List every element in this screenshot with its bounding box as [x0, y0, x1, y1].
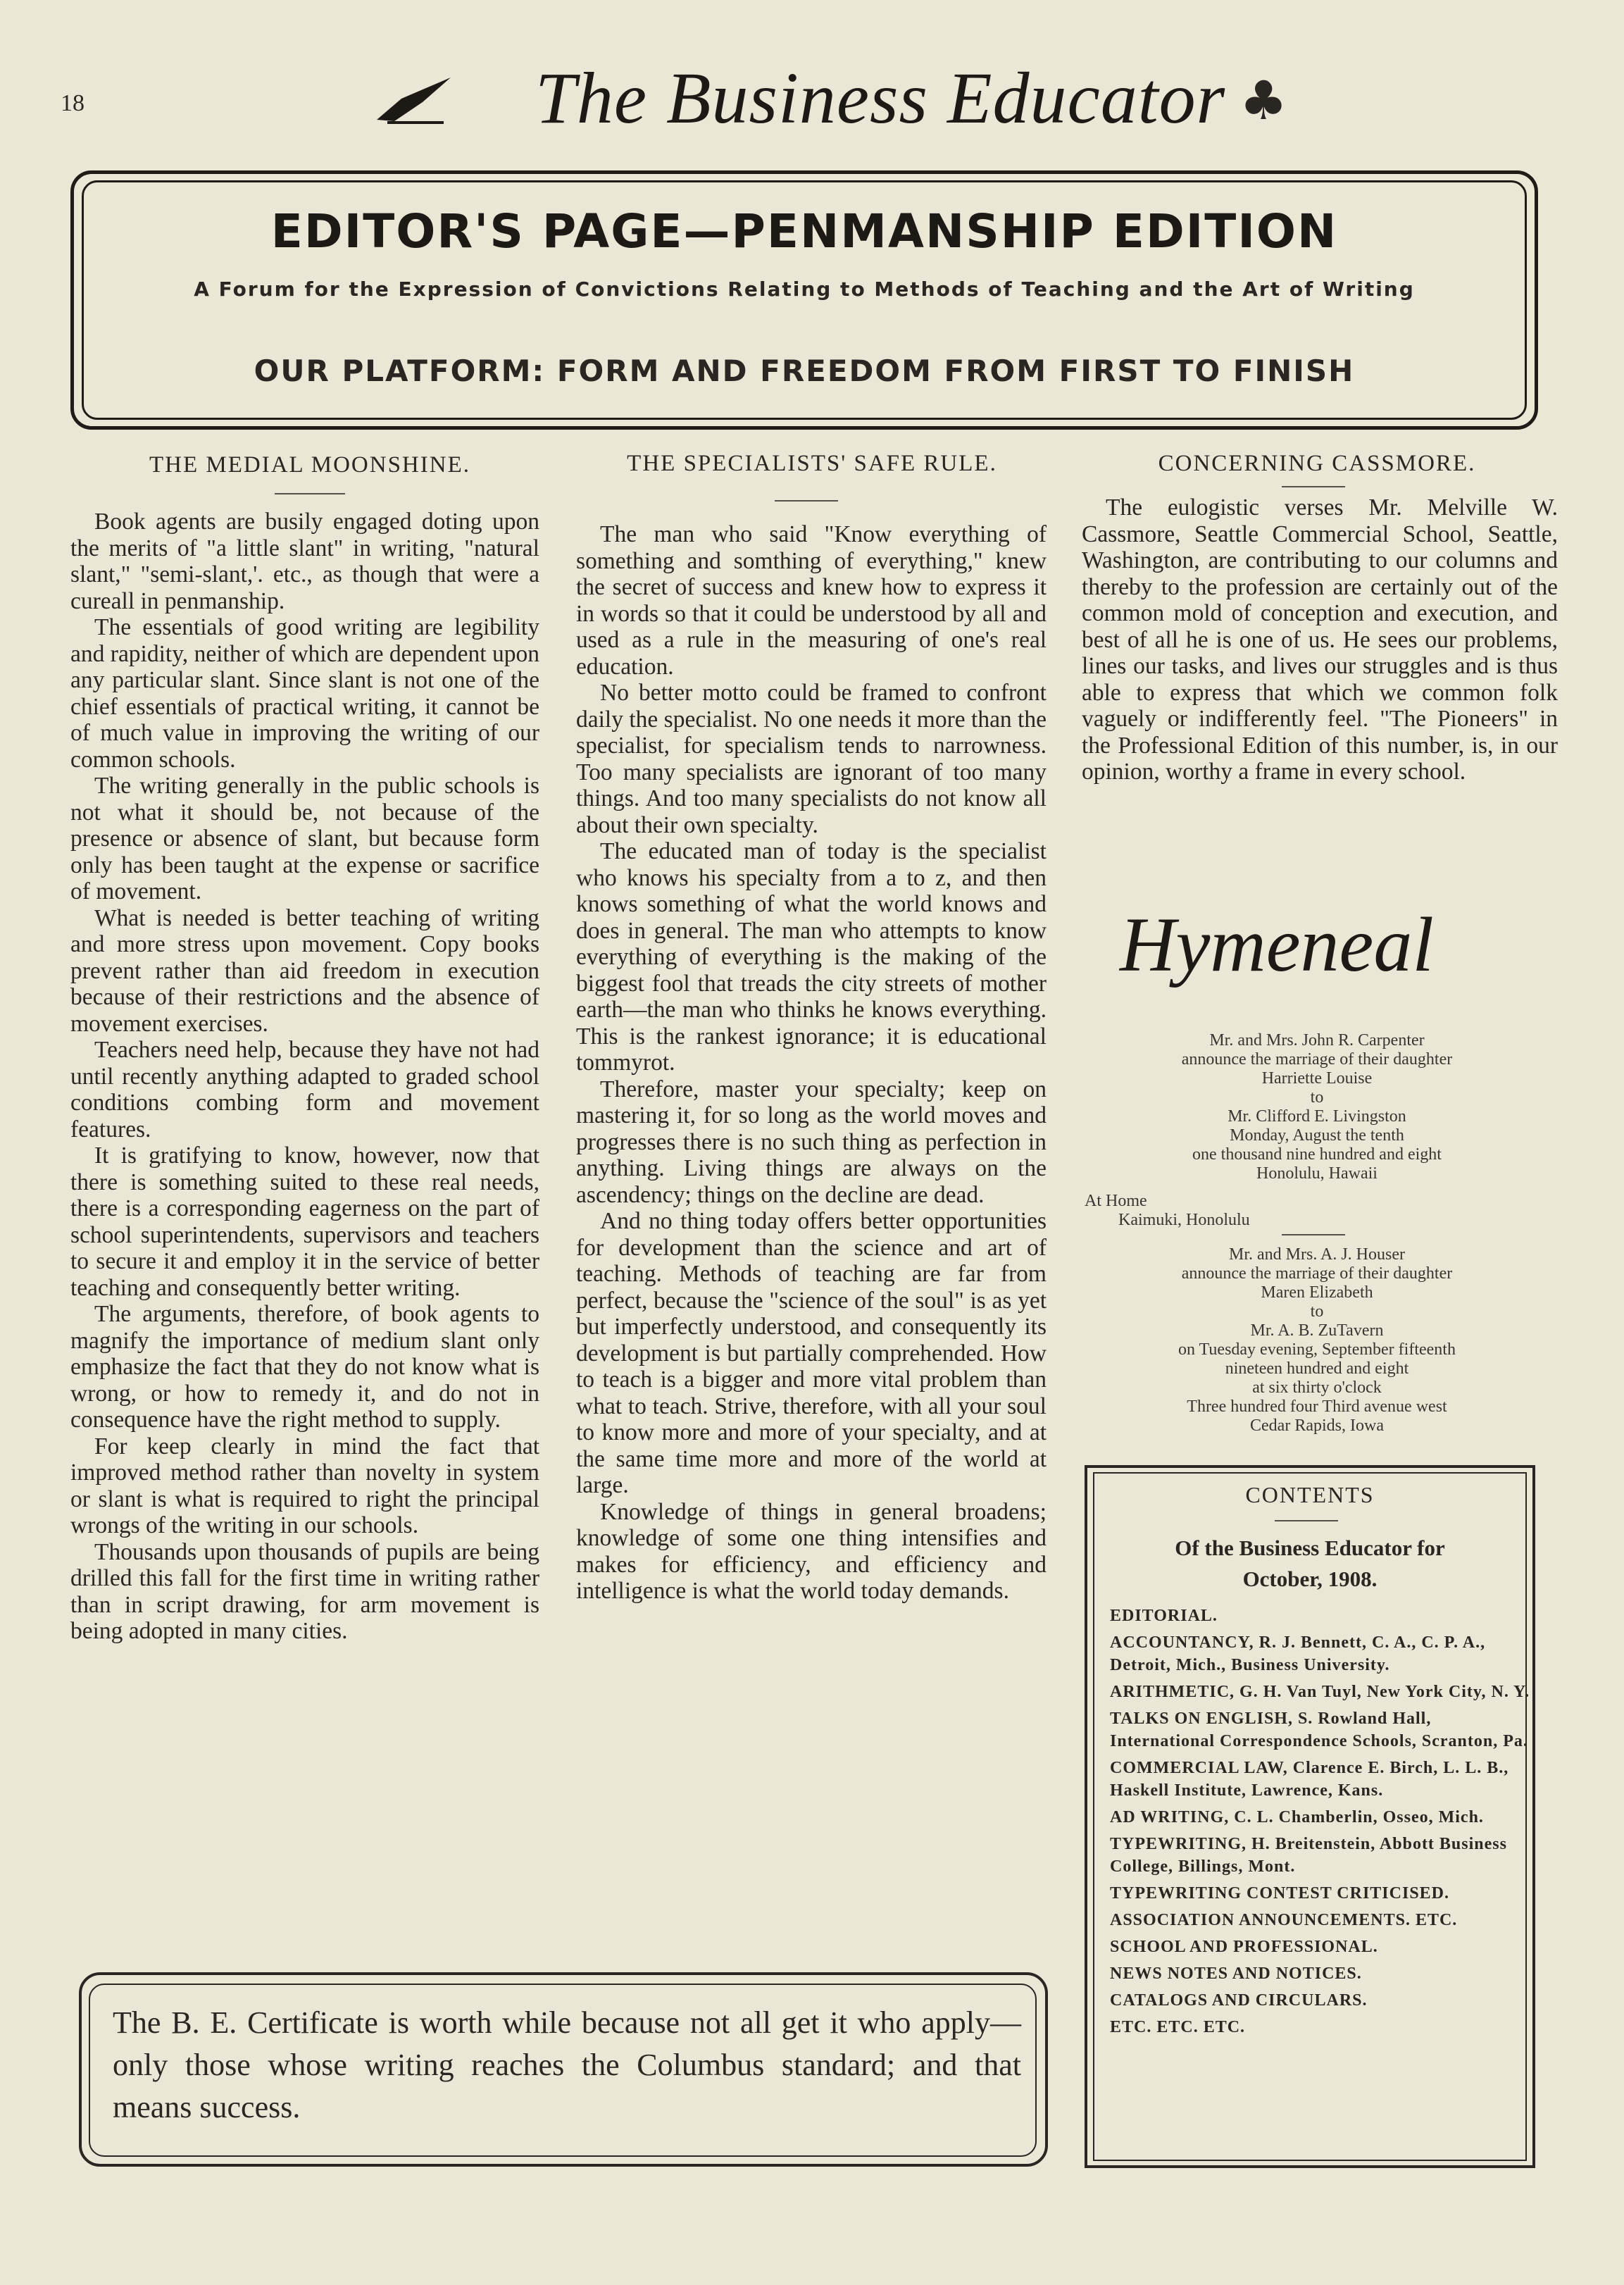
paragraph: And no thing today offers better opportunities for development than the science and art of teaching. Methods of teaching are far from perfect, because the "science of the soul" is as yet but imperfectly understood, and consequently its development is but partially comprehended. How to teach is a bigger and more vital problem than what to teach. Strive, therefore, with all your soul to know more and more of your specialty, and at the same time more and more of the world at large.	[576, 1208, 1047, 1498]
paragraph: It is gratifying to know, however, now that there is something suited to these real needs, there is a corresponding eagerness on the part of school superintendents, supervisors and teachers to secure it and employ it in the service of better teaching and consequently better writing.	[70, 1142, 539, 1301]
paragraph: Thousands upon thousands of pupils are being drilled this fall for the first time in writing rather than in script drawing, for arm movement is being adopted in many cities.	[70, 1538, 539, 1644]
contents-item: CATALOGS AND CIRCULARS.	[1110, 1991, 1368, 2010]
notice-line: Cedar Rapids, Iowa	[1250, 1417, 1384, 1435]
contents-item: TYPEWRITING CONTEST CRITICISED.	[1110, 1884, 1450, 1903]
column3-rule	[1282, 486, 1345, 487]
masthead: The Business Educator	[535, 58, 1226, 139]
notice-line: Mr. and Mrs. John R. Carpenter	[1209, 1031, 1425, 1050]
contents-list	[1110, 1605, 1531, 2043]
paragraph: The arguments, therefore, of book agents to magnify the importance of medium slant only emphasize the fact that they do not know what is wrong, or how to remedy it, and do not in consequence have the right method to supply.	[70, 1301, 539, 1433]
wedding-notice-carpenter	[1085, 1031, 1549, 1183]
column3-heading: CONCERNING CASSMORE.	[1158, 451, 1476, 476]
notice-line: Kaimuki, Honolulu	[1118, 1211, 1250, 1229]
contents-item: SCHOOL AND PROFESSIONAL.	[1110, 1938, 1378, 1956]
at-home-notice	[1085, 1192, 1296, 1230]
paragraph: Knowledge of things in general broadens; knowledge of some one thing intensifies and makes for efficiency, and efficiency and intelligence is what the world today demands.	[576, 1498, 1047, 1604]
paragraph: The educated man of today is the specialist who knows his specialty from a to z, and then knows something of what the world knows and does in general. The man who attempts to know everything of everything is the making of the biggest fool that treads the city streets of mother earth—the man who thinks he knows everything. This is the rankest ignorance; it is educational tommyrot.	[576, 838, 1047, 1076]
column1-body	[70, 509, 539, 1645]
contents-item: ACCOUNTANCY, R. J. Bennett, C. A., C. P. A., Detroit, Mich., Business University.	[1110, 1633, 1486, 1674]
contents-subtitle	[1099, 1533, 1521, 1595]
contents-item: AD WRITING, C. L. Chamberlin, Osseo, Mich.	[1110, 1808, 1484, 1826]
platform-line: OUR PLATFORM: FORM AND FREEDOM FROM FIRST TO FINISH	[254, 354, 1355, 388]
notice-line: Harriette Louise	[1261, 1069, 1373, 1088]
contents-item: ASSOCIATION ANNOUNCEMENTS. ETC.	[1110, 1911, 1458, 1929]
contents-item: ETC. ETC. ETC.	[1110, 2018, 1246, 2036]
column2-body	[576, 521, 1047, 1605]
notice-line: at six thirty o'clock	[1252, 1378, 1382, 1397]
notice-line: announce the marriage of their daughter	[1181, 1050, 1453, 1069]
page-number: 18	[61, 90, 85, 116]
notice-line: Maren Elizabeth	[1261, 1283, 1373, 1302]
notice-line: one thousand nine hundred and eight	[1192, 1145, 1442, 1164]
contents-item: COMMERCIAL LAW, Clarence E. Birch, L. L. B., Haskell Institute, Lawrence, Kans.	[1110, 1759, 1509, 1800]
notice-line: Mr. and Mrs. A. J. Houser	[1229, 1245, 1405, 1264]
notice-line: on Tuesday evening, September fifteenth	[1178, 1340, 1456, 1359]
paragraph: Therefore, master your specialty; keep on mastering it, for so long as the world moves and progresses there is no such thing as perfection in anything. Living things are always on the ascendency; things on the decline are dead.	[576, 1076, 1047, 1208]
notice-line: Mr. Clifford E. Livingston	[1228, 1107, 1406, 1126]
contents-subtitle-line: Of the Business Educator for	[1175, 1536, 1445, 1560]
contents-item: NEWS NOTES AND NOTICES.	[1110, 1965, 1362, 1983]
quill-icon	[373, 70, 458, 127]
paragraph: The writing generally in the public schools is not what it should be, not because of the presence or absence of slant, but because form only has been taught at the expense or sacrifice of movement.	[70, 773, 539, 904]
column3-body	[1082, 494, 1558, 785]
contents-item: TALKS ON ENGLISH, S. Rowland Hall, International Correspondence Schools, Scranton, Pa.	[1110, 1710, 1528, 1750]
notice-line: announce the marriage of their daughter	[1181, 1264, 1453, 1283]
paragraph: The man who said "Know everything of something and somthing of everything," knew the secret of success and knew how to express it in words so that it could be understood by all and used as a rule in the measuring of one's real education.	[576, 521, 1047, 680]
contents-item: EDITORIAL.	[1110, 1607, 1218, 1625]
notice-line: nineteen hundred and eight	[1225, 1359, 1409, 1378]
column2-rule	[775, 500, 838, 502]
column1-rule	[275, 493, 345, 494]
contents-rule	[1275, 1520, 1338, 1521]
notice-line: Mr. A. B. ZuTavern	[1250, 1321, 1384, 1340]
emblem-icon: ♣	[1239, 69, 1288, 132]
page-subtitle: A Forum for the Expression of Convictions Relating to Methods of Teaching and the Art of Writing	[194, 278, 1415, 301]
paragraph: The essentials of good writing are legibility and rapidity, neither of which are dependent upon any particular slant. Since slant is not one of the chief essentials of practical writing, it cannot be of much value in improving the writing of our common schools.	[70, 614, 539, 773]
notice-divider	[1282, 1234, 1345, 1235]
contents-item: ARITHMETIC, G. H. Van Tuyl, New York City, N. Y.	[1110, 1683, 1530, 1701]
paragraph: No better motto could be framed to confront daily the specialist. No one needs it more than the specialist, for specialism tends to narrowness. Too many specialists are ignorant of too many things. And too many specialists do not know all about their own specialty.	[576, 680, 1047, 838]
paragraph: Teachers need help, because they have not had until recently anything adapted to graded school conditions combing form and movement features.	[70, 1037, 539, 1142]
contents-title: CONTENTS	[1245, 1482, 1375, 1507]
notice-line: to	[1310, 1302, 1324, 1321]
hymeneal-signature: Hymeneal	[1120, 902, 1434, 988]
contents-item: TYPEWRITING, H. Breitenstein, Abbott Business College, Billings, Mont.	[1110, 1835, 1507, 1876]
contents-subtitle-line: October, 1908.	[1242, 1567, 1378, 1591]
paragraph: What is needed is better teaching of writing and more stress upon movement. Copy books prevent rather than aid freedom in execution because of their restrictions and the absence of movement exercises.	[70, 904, 539, 1037]
column2-heading: THE SPECIALISTS' SAFE RULE.	[627, 451, 997, 476]
paragraph: For keep clearly in mind the fact that improved method rather than novelty in system or slant is what is required to right the principal wrongs of the writing in our schools.	[70, 1433, 539, 1538]
notice-line: At Home	[1085, 1192, 1147, 1210]
column1-heading: THE MEDIAL MOONSHINE.	[149, 452, 470, 478]
page-title: EDITOR'S PAGE—PENMANSHIP EDITION	[270, 204, 1338, 259]
notice-line: Three hundred four Third avenue west	[1187, 1397, 1447, 1416]
notice-line: Monday, August the tenth	[1230, 1126, 1404, 1145]
notice-line: to	[1310, 1088, 1324, 1107]
paragraph: Book agents are busily engaged doting upon the merits of "a little slant" in writing, "natural slant," "semi-slant,'. etc., as though that were a cureall in penmanship.	[70, 509, 539, 614]
wedding-notice-houser	[1085, 1245, 1549, 1436]
certificate-notice: The B. E. Certificate is worth while because not all get it who apply—only those whose writing reaches the Columbus standard; and that means success.	[113, 2005, 1021, 2124]
paragraph: The eulogistic verses Mr. Melville W. Cassmore, Seattle Commercial School, Seattle, Washington, are contributing to our columns and thereby to the profession are certainly out of the common mold of conception and execution, and best of all he is one of us. He sees our problems, lines our tasks, and lives our struggles and is thus able to express that which we common folk vaguely or indifferently feel. "The Pioneers" in the Professional Edition of this number, is, in our opinion, worthy a frame in every school.	[1082, 494, 1558, 785]
notice-line: Honolulu, Hawaii	[1256, 1164, 1378, 1183]
